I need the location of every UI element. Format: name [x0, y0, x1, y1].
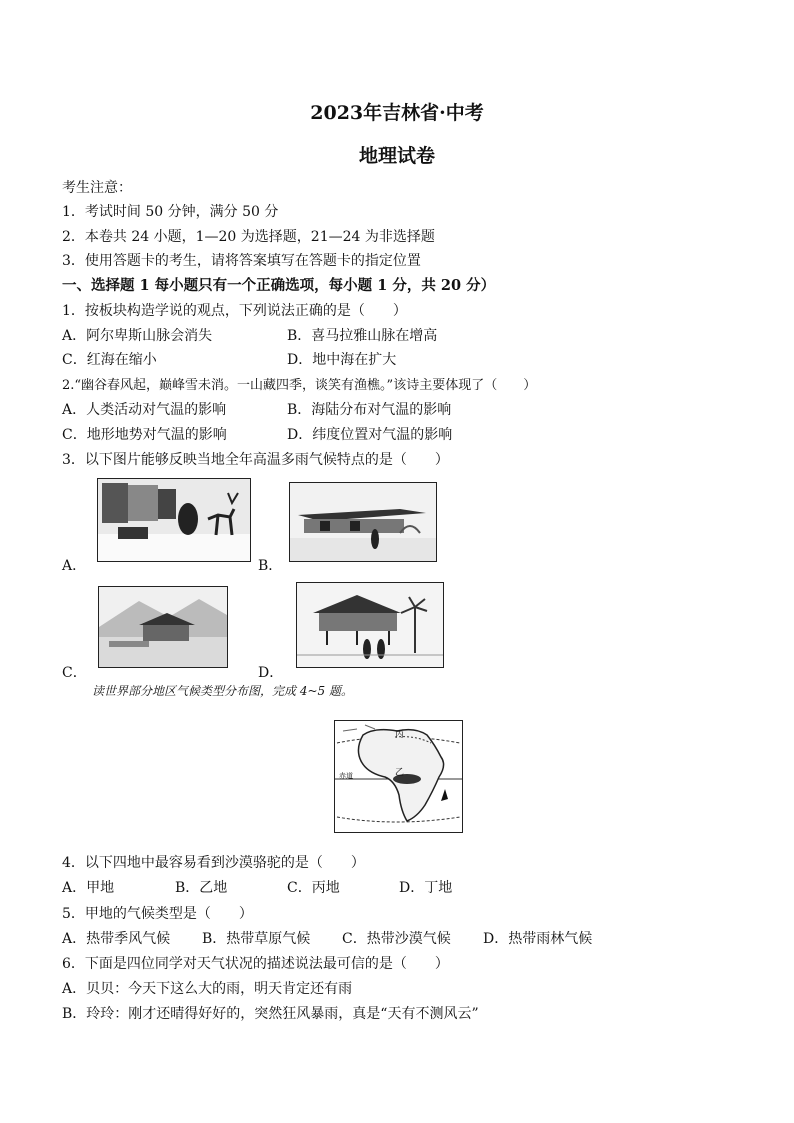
exam-subtitle: 地理试卷 — [358, 145, 435, 167]
map-label-equator: 赤道 — [339, 772, 353, 780]
africa-climate-map — [334, 720, 463, 833]
q1-option-a: A．阿尔卑斯山脉会消失 — [62, 328, 213, 344]
q1-option-d: D．地中海在扩大 — [287, 352, 397, 368]
q5-option-c: C．热带沙漠气候 — [342, 931, 451, 947]
q3-picture-a — [97, 478, 251, 562]
question-2-stem: 2.“幽谷春风起，巅峰雪未消。一山藏四季，谈笑有渔樵。”该诗主要体现了（ ） — [62, 378, 537, 393]
q3-label-b: B． — [258, 558, 283, 574]
q3-label-a: A． — [62, 558, 87, 574]
q4-option-d: D．丁地 — [399, 880, 453, 896]
q4-option-b: B．乙地 — [175, 880, 228, 896]
question-3-stem: 3．以下图片能够反映当地全年高温多雨气候特点的是（ ） — [62, 452, 449, 468]
q6-option-a: A．贝贝：今天下这么大的雨，明天肯定还有雨 — [62, 981, 353, 997]
q3-picture-c — [98, 586, 228, 668]
q2-option-c: C．地形地势对气温的影响 — [62, 427, 227, 443]
q5-option-d: D．热带雨林气候 — [483, 931, 593, 947]
q1-option-c: C．红海在缩小 — [62, 352, 157, 368]
q4-option-a: A．甲地 — [62, 880, 115, 896]
notice-item: 1．考试时间 50 分钟，满分 50 分 — [62, 204, 279, 220]
notice-item: 2．本卷共 24 小题，1—20 为选择题，21—24 为非选择题 — [62, 229, 435, 245]
notice-item: 3．使用答题卡的考生，请将答案填写在答题卡的指定位置 — [62, 253, 421, 269]
exam-title: 2023年吉林省·中考 — [310, 102, 484, 124]
q2-option-d: D．纬度位置对气温的影响 — [287, 427, 453, 443]
q3-picture-d — [296, 582, 444, 668]
q4-option-c: C．丙地 — [287, 880, 340, 896]
question-5-stem: 5．甲地的气候类型是（ ） — [62, 906, 253, 922]
q5-option-b: B．热带草原气候 — [202, 931, 311, 947]
q6-option-b: B．玲玲：刚才还晴得好好的，突然狂风暴雨，真是“天有不测风云” — [62, 1006, 479, 1022]
q3-label-d: D． — [258, 665, 284, 681]
q3-picture-b — [289, 482, 437, 562]
q3-label-c: C． — [62, 665, 87, 681]
notice-heading: 考生注意： — [62, 180, 132, 196]
map-label-yi: 乙 — [395, 768, 405, 778]
map-instruction: 读世界部分地区气候类型分布图，完成 4~5 题。 — [92, 684, 353, 698]
section-heading: 一、选择题 1 每小题只有一个正确选项，每小题 1 分，共 20 分） — [62, 277, 496, 294]
question-1-stem: 1．按板块构造学说的观点，下列说法正确的是（ ） — [62, 303, 407, 319]
q1-option-b: B．喜马拉雅山脉在增高 — [287, 328, 438, 344]
q5-option-a: A．热带季风气候 — [62, 931, 171, 947]
question-4-stem: 4．以下四地中最容易看到沙漠骆驼的是（ ） — [62, 855, 365, 871]
q2-option-a: A．人类活动对气温的影响 — [62, 402, 227, 418]
map-label-bing: 丙 — [395, 730, 405, 740]
q2-option-b: B．海陆分布对气温的影响 — [287, 402, 452, 418]
question-6-stem: 6．下面是四位同学对天气状况的描述说法最可信的是（ ） — [62, 956, 449, 972]
